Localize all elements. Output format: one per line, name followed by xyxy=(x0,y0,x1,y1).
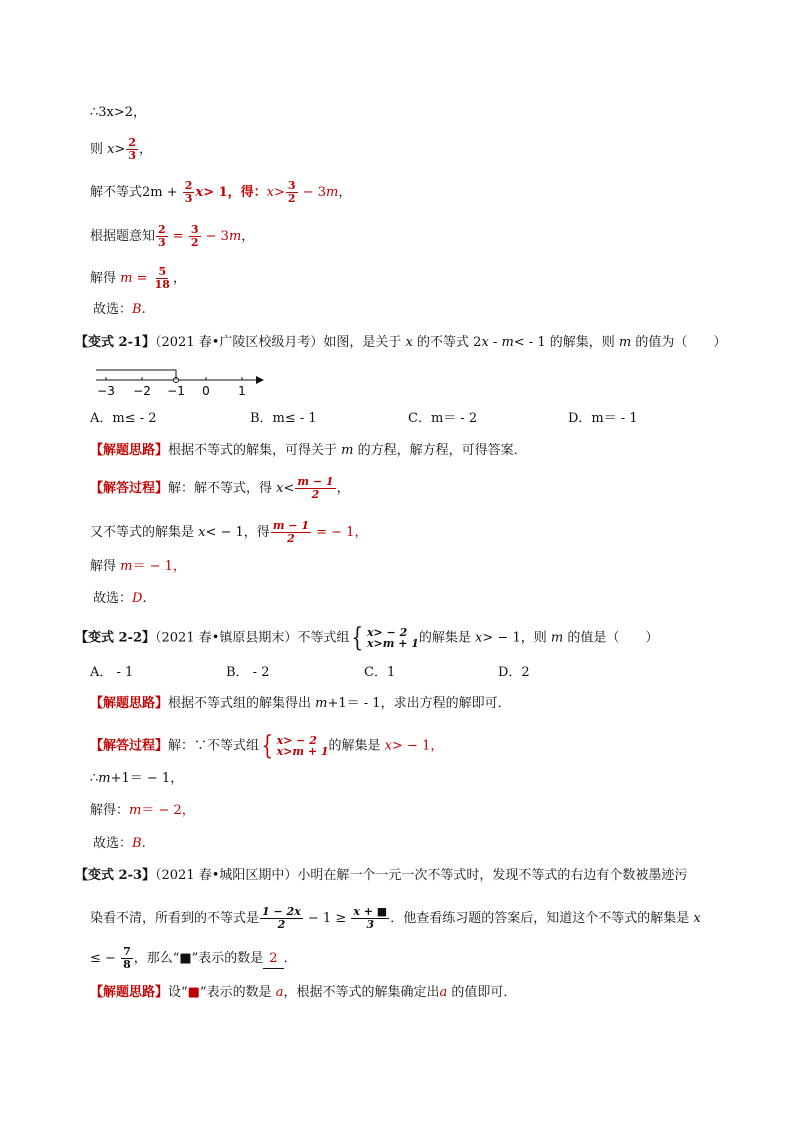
text: ， xyxy=(336,481,350,496)
inequality-system xyxy=(349,625,419,651)
solution-line xyxy=(93,301,146,319)
brace-glyph: { xyxy=(261,731,274,761)
denominator: 2 xyxy=(277,918,286,931)
text: 的不等式 2 xyxy=(412,335,482,350)
fraction xyxy=(271,520,311,545)
number-line xyxy=(90,364,270,400)
text: < - 1 的解集，则 xyxy=(513,335,619,350)
text: 故选： xyxy=(93,302,133,317)
fraction xyxy=(295,476,335,501)
text: 解：解不等式，得 xyxy=(168,481,277,496)
solution-line xyxy=(90,104,146,122)
denominator: 2 xyxy=(190,236,199,249)
tick-label: 0 xyxy=(202,384,210,398)
denominator: 2 xyxy=(287,192,296,205)
text: ≤ − xyxy=(90,951,121,966)
fraction xyxy=(126,137,138,162)
text: 的值为（ ） xyxy=(631,335,727,350)
text: 故选： xyxy=(93,591,133,606)
text: 设“ xyxy=(168,985,188,1000)
denominator: 18 xyxy=(154,278,170,291)
numerator: 5 xyxy=(158,265,167,278)
var-x: x xyxy=(198,525,206,540)
inequality-row: x>m + 1 xyxy=(366,637,419,650)
idea-tag: 【解题思路】 xyxy=(90,696,169,711)
text: 的方程，解方程，可得答案． xyxy=(353,443,527,458)
solution-line xyxy=(90,802,195,820)
question-tag: 【变式 2-1】 xyxy=(75,335,156,350)
text: . xyxy=(142,591,147,606)
solution-line xyxy=(90,180,351,205)
text: ，那么“■”表示的数是 xyxy=(133,951,264,966)
var-x: x xyxy=(107,142,115,157)
option-d: D．m＝ - 1 xyxy=(568,411,638,426)
text: ∴ xyxy=(90,771,99,786)
text: 根据不等式组的解集得出 xyxy=(168,696,316,711)
text: （2021 春•城阳区期中）小明在解一个一元一次不等式时，发现不等式的右边有个数被墨迹污 xyxy=(155,868,688,883)
question-line xyxy=(90,906,701,931)
inequality-row: x>m + 1 xyxy=(276,745,329,758)
text: 的解集是 xyxy=(418,630,476,646)
text: （2021 春•广陵区校级月考）如图，是关于 xyxy=(155,335,406,350)
denominator: 2 xyxy=(311,488,320,501)
fraction xyxy=(153,266,172,291)
solution-line xyxy=(90,520,367,545)
answer-letter: B xyxy=(132,836,142,851)
text: < xyxy=(283,481,295,496)
var-a: a xyxy=(275,985,284,1000)
solution-bracket xyxy=(96,370,176,380)
var-x: x xyxy=(405,335,413,350)
question-2-1 xyxy=(75,334,726,352)
text: 又不等式的解集是 xyxy=(90,525,199,540)
var-m: m xyxy=(120,559,133,574)
text: > xyxy=(114,142,126,157)
var-m: m xyxy=(618,335,632,350)
inequality-row: x> − 2 xyxy=(366,626,408,639)
fraction xyxy=(189,224,201,249)
tick-label: −1 xyxy=(167,384,185,398)
text: 解得 xyxy=(90,271,121,286)
text: = xyxy=(168,229,188,244)
var-a: a xyxy=(439,985,448,1000)
text: ∴3x>2， xyxy=(90,105,147,120)
var-m: m xyxy=(315,696,328,711)
var-m: m xyxy=(326,185,339,200)
var-m: m xyxy=(129,803,142,818)
denominator: 3 xyxy=(366,918,375,931)
text: 解：∵不等式组 xyxy=(168,738,260,754)
text: 的值是（ ） xyxy=(563,630,659,646)
denominator: 3 xyxy=(128,149,137,162)
text: 解不等式2m + xyxy=(90,185,182,200)
arrow-head xyxy=(256,376,264,384)
question-line xyxy=(90,946,297,971)
text: 故选： xyxy=(93,836,133,851)
tick-label: 1 xyxy=(238,384,246,398)
text: ， xyxy=(338,185,352,200)
fraction xyxy=(286,180,298,205)
text: . xyxy=(141,302,146,317)
text: ， xyxy=(139,142,153,157)
text: ＝ − 2， xyxy=(141,803,195,818)
ink-square: ■ xyxy=(187,985,200,1000)
question-2-2 xyxy=(75,625,658,651)
solution-line xyxy=(90,558,186,576)
text: ＝ − 1， xyxy=(132,559,186,574)
text: +1＝ − 1， xyxy=(110,771,184,786)
numerator: 1 − 2x xyxy=(262,905,301,918)
text: ． xyxy=(283,951,297,966)
var-x: x xyxy=(276,481,284,496)
text: - xyxy=(488,335,502,350)
option-b: B．m≤ - 1 xyxy=(250,411,317,426)
text: ， xyxy=(172,271,186,286)
var-x: x xyxy=(693,911,701,926)
denominator: 3 xyxy=(184,192,193,205)
text: 根据题意知 xyxy=(90,229,156,244)
tick-label: −3 xyxy=(97,384,115,398)
var-x: x xyxy=(475,630,483,646)
option-c: C．1 xyxy=(364,665,396,680)
tick-label: −2 xyxy=(133,384,151,398)
question-2-3 xyxy=(75,867,687,885)
text: ”表示的数是 xyxy=(199,985,276,1000)
numerator: 3 xyxy=(287,179,296,192)
text: ， xyxy=(241,229,255,244)
inequality-system xyxy=(259,733,329,759)
text: = − 1， xyxy=(311,525,368,540)
var-m: m xyxy=(550,630,564,646)
numerator: m − 1 xyxy=(297,475,334,488)
idea-tag: 【解题思路】 xyxy=(90,443,169,458)
text: 染看不清，所看到的不等式是 xyxy=(90,911,260,926)
text: − 3 xyxy=(201,229,229,244)
numerator: 2 xyxy=(184,179,193,192)
numerator: m − 1 xyxy=(272,519,309,532)
process-tag: 【解答过程】 xyxy=(90,481,169,496)
option-a: A． - 1 xyxy=(90,665,134,680)
denominator: 8 xyxy=(123,958,131,971)
answer-letter: D xyxy=(132,591,143,606)
answer-letter: B xyxy=(132,302,142,317)
text: +1＝ - 1，求出方程的解即可． xyxy=(327,696,511,711)
fraction xyxy=(156,224,168,249)
solution-idea xyxy=(90,442,527,460)
solution-line xyxy=(90,266,186,291)
fraction xyxy=(121,946,133,971)
option-c: C．m＝ - 2 xyxy=(408,411,478,426)
numerator: 3 xyxy=(190,223,199,236)
var-x: x xyxy=(266,185,274,200)
option-d: D．2 xyxy=(498,665,530,680)
text: （2021 春•镇原县期末）不等式组 xyxy=(155,630,350,646)
var-x: x xyxy=(384,738,393,754)
solution-process xyxy=(90,733,443,759)
text: 的解集是 xyxy=(328,738,385,754)
process-tag: 【解答过程】 xyxy=(90,738,169,754)
text: − 1 ≥ xyxy=(303,911,351,926)
var-m: m xyxy=(341,443,354,458)
numerator: 2 xyxy=(128,136,137,149)
solution-line xyxy=(93,835,146,853)
idea-tag: 【解题思路】 xyxy=(90,985,169,1000)
solution-idea xyxy=(90,984,516,1002)
denominator: 3 xyxy=(158,236,166,249)
text: 根据不等式的解集，可得关于 xyxy=(168,443,342,458)
text: − 3 xyxy=(298,185,326,200)
brace-glyph: { xyxy=(351,623,364,653)
numerator: 7 xyxy=(123,945,131,958)
question-tag: 【变式 2-2】 xyxy=(75,630,156,646)
text: < − 1，得 xyxy=(205,525,270,540)
solution-line xyxy=(93,590,147,608)
text: > − 1， xyxy=(392,738,444,754)
inequality-row: x> − 2 xyxy=(276,734,317,747)
fraction xyxy=(260,906,303,931)
var-m: m xyxy=(228,229,242,244)
text: > xyxy=(274,185,285,200)
text: . xyxy=(141,836,146,851)
text: > − 1，则 xyxy=(482,630,551,646)
solution-idea xyxy=(90,695,511,713)
text: ，根据不等式的解集确定出 xyxy=(283,985,440,1000)
text: 则 xyxy=(90,142,108,157)
option-b: B． - 2 xyxy=(226,665,270,680)
var-m: m xyxy=(98,771,111,786)
var-m: m xyxy=(501,335,514,350)
solution-process xyxy=(90,476,350,501)
var-m: m xyxy=(120,271,133,286)
text: ．他查看练习题的答案后，知道这个不等式的解集是 xyxy=(390,911,694,926)
solution-line xyxy=(90,137,152,162)
fraction xyxy=(351,906,389,931)
denominator: 2 xyxy=(287,532,295,545)
text: 解得 xyxy=(90,559,121,574)
question-tag: 【变式 2-3】 xyxy=(75,868,156,883)
numerator: x + ■ xyxy=(353,905,388,918)
option-a: A．m≤ - 2 xyxy=(90,411,157,426)
text: = xyxy=(132,271,152,286)
answer-blank: 2 xyxy=(263,950,283,969)
text: > 1，得： xyxy=(203,185,267,200)
var-x: x xyxy=(481,335,489,350)
var-x: x xyxy=(195,185,204,200)
text: 解得： xyxy=(90,803,130,818)
text: 的值即可． xyxy=(447,985,517,1000)
solution-line xyxy=(90,224,254,249)
numerator: 2 xyxy=(158,223,166,236)
fraction xyxy=(183,180,195,205)
solution-line xyxy=(90,770,183,788)
